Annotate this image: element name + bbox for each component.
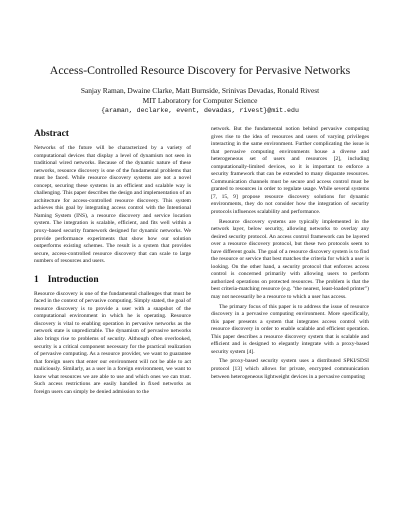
body-paragraph-2: Resource discovery systems are typically implemented in the network layer, below security, allowing networks to overlay any desired security protocol. An access control framework can be layered over a resource discovery protocol, but these two protocols seem to have different goals. The goal of a resource discovery system is to find the resource or service that best matches the criteria for which a user is looking. On the other hand, a security protocol that enforces access control is concerned primarily with allowing users to perform authorized operations on protected resources. The problem is that the best criteria-matching resource (e.g. "the nearest, least-loaded printer") may not necessarily be a resource to which a user has access. — [211, 218, 369, 301]
body-paragraph-3: The primary focus of this paper is to address the issue of resource discovery in a pervasive computing environment. More specifically, this paper presents a system that integrates access control with resource discovery in order to enable scalable and efficient operation. This paper describes a resource discovery system that is scalable and efficient and is designed to elegantly integrate with a proxy-based security system [4]. — [211, 303, 369, 355]
paper-title: Access-Controlled Resource Discovery for Pervasive Networks — [49, 63, 351, 77]
left-column — [34, 128, 191, 396]
affiliation: MIT Laboratory for Computer Science — [142, 96, 258, 105]
abstract-text: Networks of the future will be characterized by a variety of computational devices that display a level of dynamism not seen in traditional wired networks. Because of the dynamic nature of these networks, resource discovery is one of the fundamental problems that must be faced. While resource discovery systems are not a novel concept, securing these systems in an efficient and scalable way is challenging. This paper describes the design and implementation of an architecture for access-controlled resource discovery. This system achieves this goal by integrating access control with the Intentional Naming System (INS), a resource discovery and service location system. The integration is scalable, efficient, and fits well within a proxy-based security framework designed for dynamic networks. We provide performance experiments that show how our solution outperforms existing schemes. The result is a system that provides secure, access-controlled resource discovery that can scale to large numbers of resources and users. — [34, 145, 191, 265]
abstract-heading: Abstract — [34, 129, 69, 139]
body-paragraph-continued: network. But the fundamental notion behind pervasive computing gives rise to the idea of resources and users of varying privileges interacting in the same environment. Further complicating the issue is that pervasive computing environments house a diverse and heterogeneous set of users and resources [2], including computationally-limited devices, so it is important to enforce a security framework that can be extended to many disparate resources. Communication channels must be secure and access control must be granted to resources in order to regulate usage. While several systems [7, 15, 9] propose resource discovery solutions for dynamic environments, they do not consider how the integration of security protocols influences scalability and performance. — [211, 126, 369, 216]
author-emails: {araman, declarke, event, devadas, rivest}@mit.edu — [101, 107, 299, 114]
right-column — [211, 126, 369, 381]
author-list: Sanjay Raman, Dwaine Clarke, Matt Burnside, Srinivas Devadas, Ronald Rivest — [80, 86, 320, 95]
body-paragraph-4: The proxy-based security system uses a distributed SPKI/SDSI protocol [13] which allows for private, encrypted communication between heterogeneous lightweight devices in a pervasive computing — [211, 358, 369, 380]
intro-paragraph-1: Resource discovery is one of the fundamental challenges that must be faced in the context of pervasive computing. Simply stated, the goal of resource discovery is to provide a user with a snapshot of the computational environment in which he is operating. Resource discovery is vital to enabling operation in pervasive networks as the network state is unpredictable. The dynamism of pervasive networks also brings rise to problems of security. Although often overlooked, security is a critical component necessary for the practical realization of pervasive computing. As a resource provider, we want to guarantee that foreign users that enter our environment will not be able to act maliciously. Similarly, as a user in a foreign environment, we want to know what resources we are able to use and which ones we can trust. Such access restrictions are easily handled in fixed networks as foreign users can simply be denied admission to the — [34, 290, 191, 395]
section-number: 1 — [34, 274, 39, 285]
introduction-heading — [34, 274, 191, 286]
section-title: Introduction — [47, 274, 99, 285]
